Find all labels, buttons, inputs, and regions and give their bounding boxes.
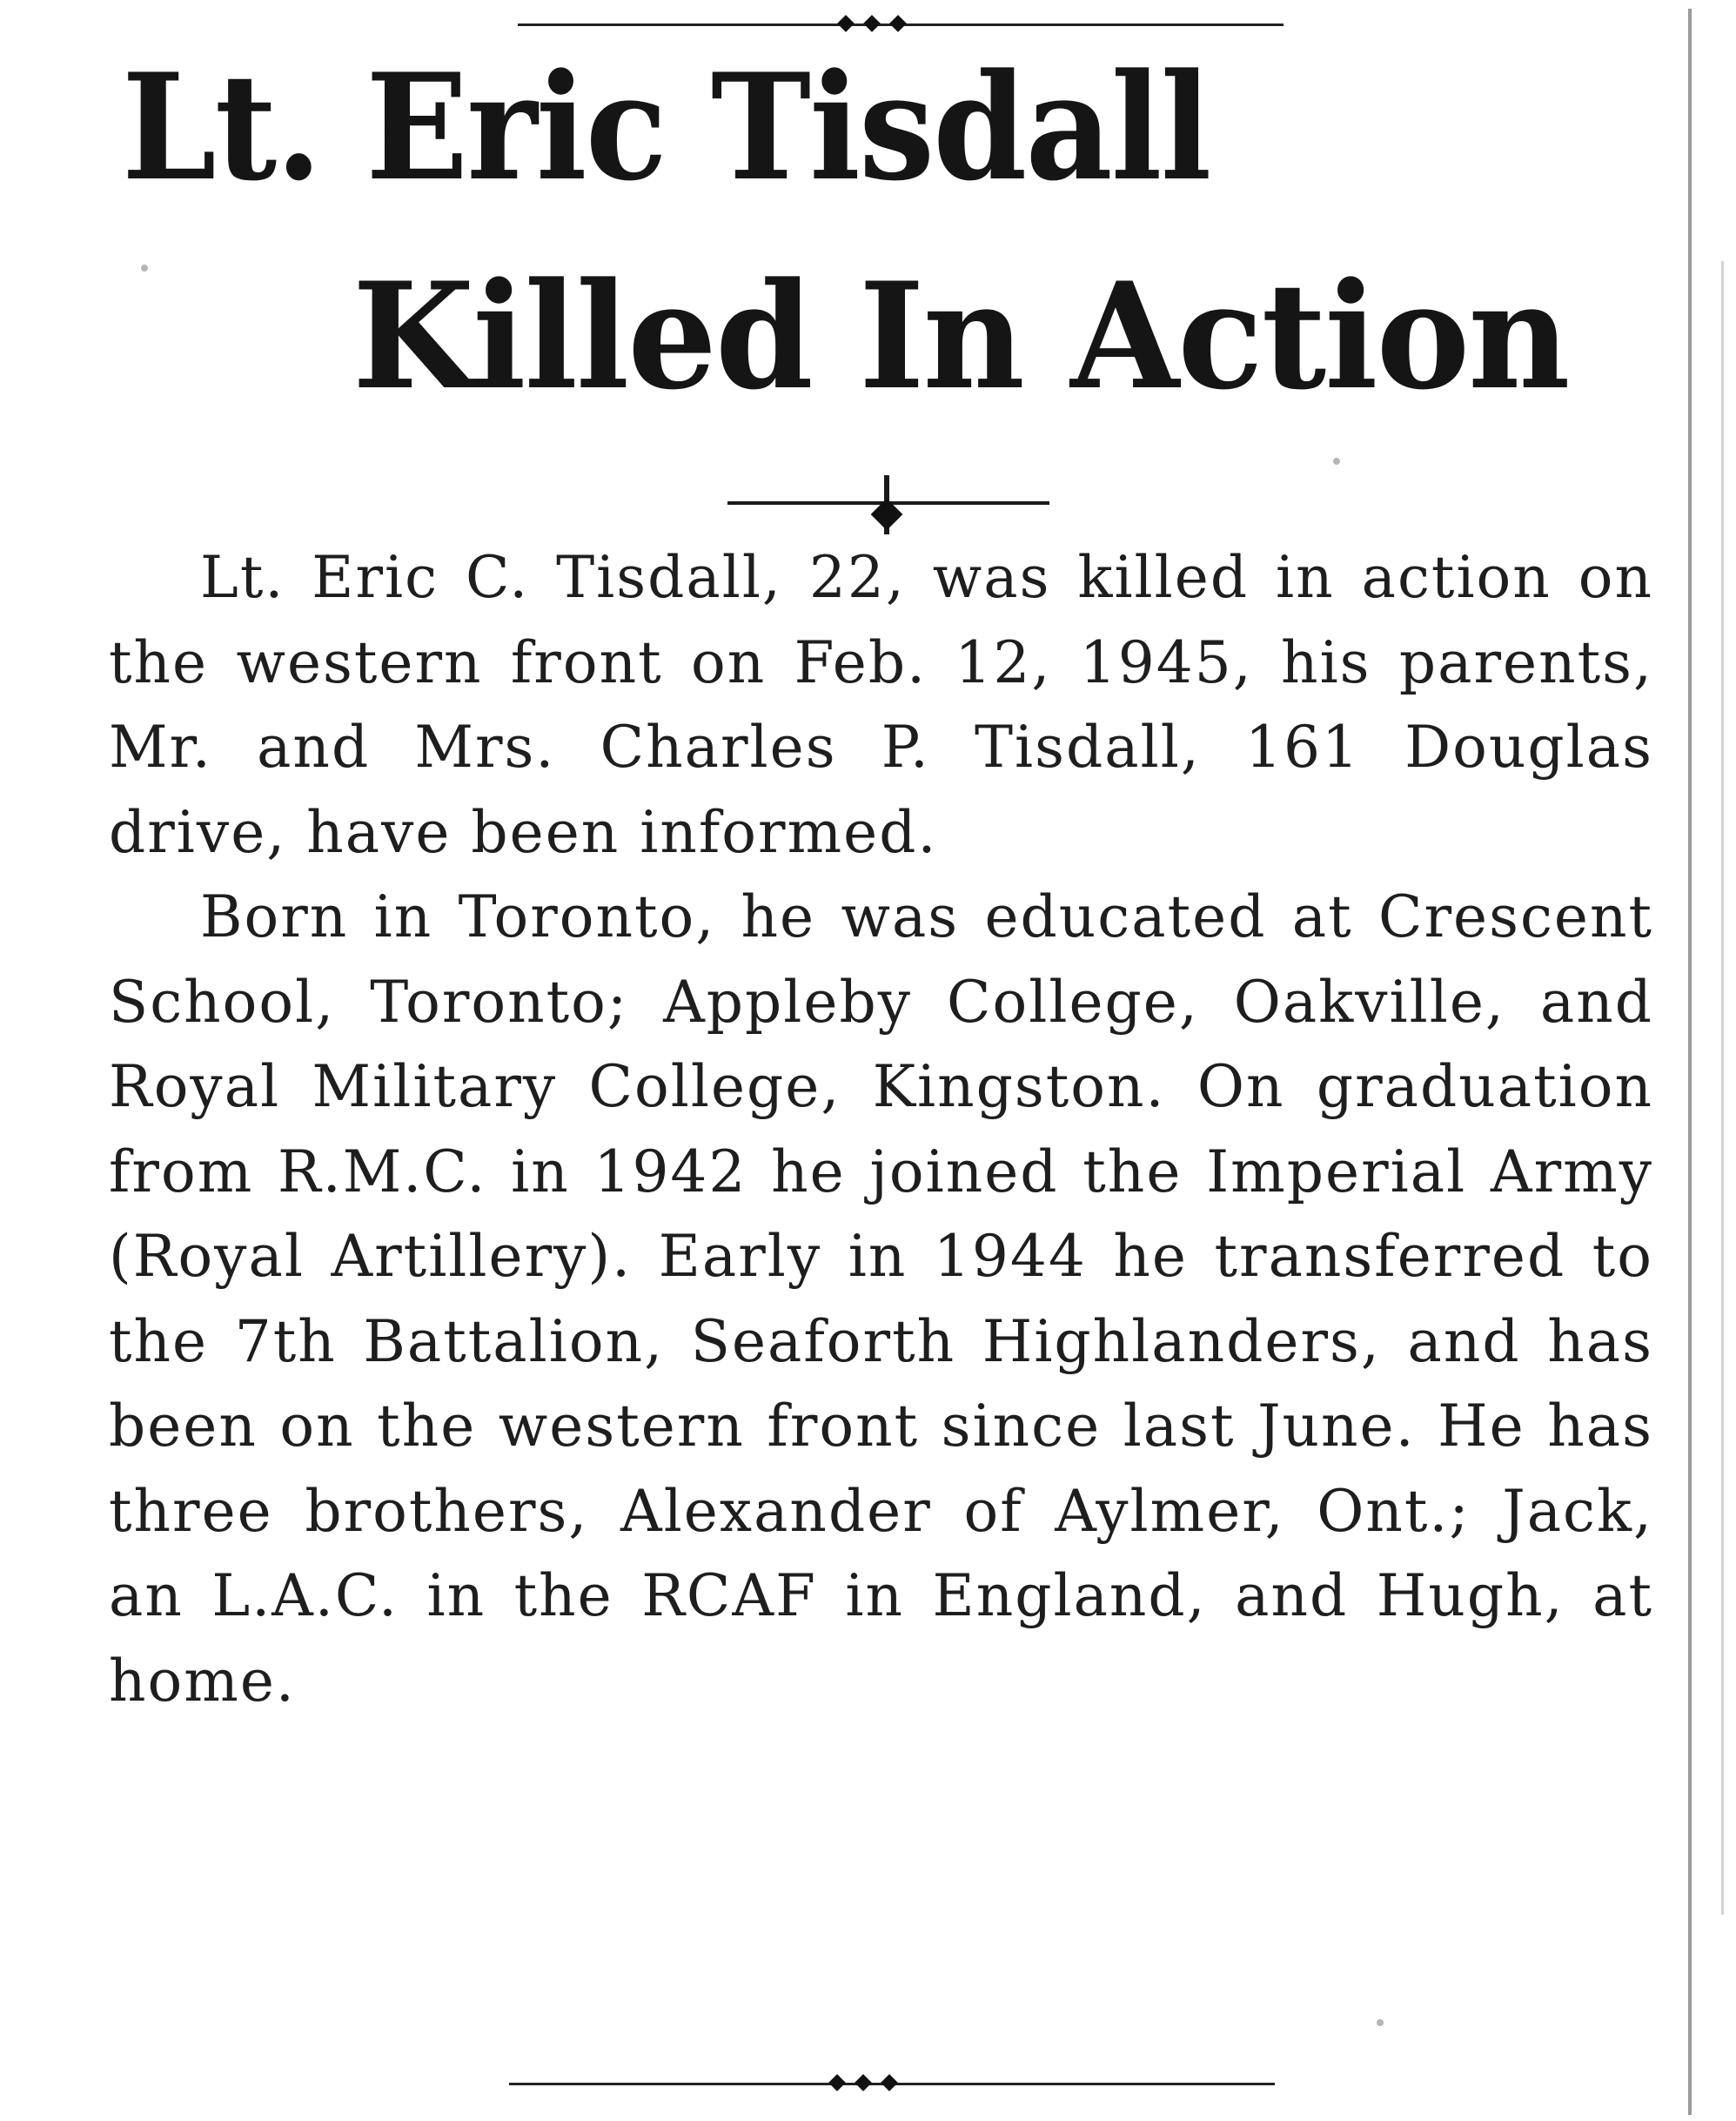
top-ornament <box>518 17 1284 31</box>
print-speck <box>1377 2019 1384 2026</box>
print-speck <box>141 265 148 272</box>
article-paragraph: Born in Toronto, he was educated at Crescent School, Toronto; Appleby College, Oakville, and Royal Military College, Kingston. On graduation from R.M.C. in 1942 he joined the Imperial Army (Royal Artillery). Early in 1944 he transferred to the 7th Battalion, Seaforth Highlanders, and has been on the western front since last June. He has three brothers, Alexander of Aylmer, Ont.; Jack, an L.A.C. in the RCAF in England, and Hugh, at home. <box>109 883 1653 1715</box>
column-rule-faint <box>1721 261 1724 1915</box>
headline-line-1: Lt. Eric Tisdall <box>122 41 1210 213</box>
bottom-ornament <box>509 2077 1275 2091</box>
headline-line-2: Killed In Action <box>352 250 1569 422</box>
column-rule <box>1688 9 1692 2115</box>
article-paragraph: Lt. Eric C. Tisdall, 22, was killed in action on the western front on Feb. 12, 1945, his parents, Mr. and Mrs. Charles P. Tisdall, 161 Douglas drive, have been informed. <box>109 544 1653 866</box>
print-speck <box>1333 458 1340 465</box>
article-body <box>109 535 1653 1723</box>
cross-ornament <box>727 493 1049 536</box>
